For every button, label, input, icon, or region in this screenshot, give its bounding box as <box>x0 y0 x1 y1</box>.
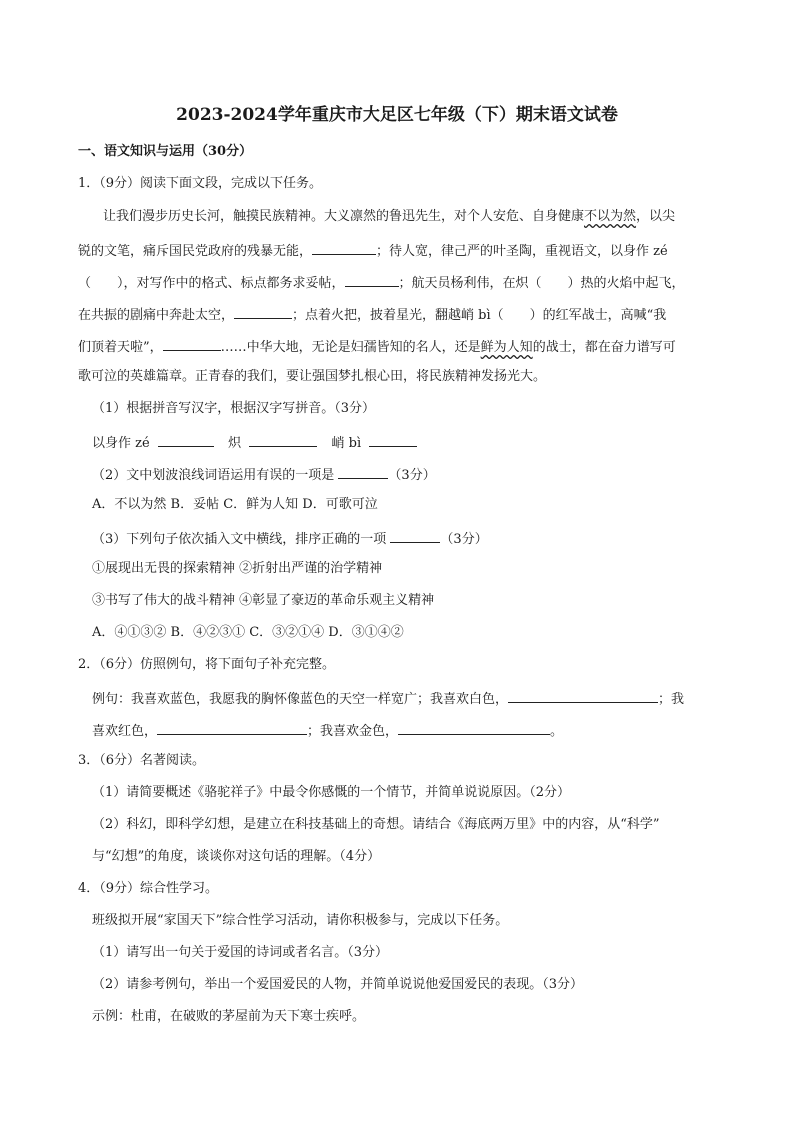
passage-text: 在共振的剧痛中奔赴太空， <box>78 308 235 323</box>
imitation-line-1 <box>92 688 684 709</box>
question-4-heading: 4．（9分）综合性学习。 <box>78 881 219 896</box>
passage-text: ；待人宽，律己严的叶圣陶，重视语文，以身作 zé <box>376 244 668 259</box>
question-3-heading: 3．（6分）名著阅读。 <box>78 753 206 768</box>
subquestion-1-blanks <box>92 432 417 453</box>
blank-prompt: 峭 bì <box>331 436 362 451</box>
question-1-heading: 1．（9分）阅读下面文段，完成以下任务。 <box>78 176 323 191</box>
passage-text: ；航天员杨利伟，在炽（ ）热的火焰中起飞， <box>398 276 685 291</box>
passage-text: （ ），对写作中的格式、标点都务求妥帖， <box>78 276 345 291</box>
blank-line[interactable] <box>345 272 399 287</box>
passage-line-4 <box>78 304 666 325</box>
answer-blank[interactable] <box>508 688 658 703</box>
question-text: （3）下列句子依次插入文中横线，排序正确的一项 <box>92 532 387 547</box>
blank-line[interactable] <box>163 336 221 351</box>
passage-text: 的战士，都在奋力谱写可 <box>532 340 676 355</box>
score-text: （3分） <box>440 532 488 547</box>
blank-prompt: 炽 <box>228 436 242 451</box>
question-3-sub-1: （1）请简要概述《骆驼祥子》中最令你感慨的一个情节，并简单说说原因。（2分） <box>92 785 571 800</box>
passage-text: ……中华大地，无论是妇孺皆知的名人，还是 <box>220 340 481 355</box>
example-text: ；我 <box>658 692 685 707</box>
question-4-sub-2: （2）请参考例句，举出一个爱国爱民的人物，并简单说说他爱国爱民的表现。（3分） <box>92 977 584 992</box>
question-2-heading: 2．（6分）仿照例句，将下面句子补充完整。 <box>78 657 336 672</box>
passage-text: 让我们漫步历史长河，触摸民族精神。大义凛然的鲁迅先生，对个人安危、自身健康 <box>103 209 585 224</box>
answer-blank[interactable] <box>390 528 440 543</box>
question-3-sub-2: （2）科幻，即科学幻想，是建立在科技基础上的奇想。请结合《海底两万里》中的内容，从“科学” <box>92 817 660 832</box>
subquestion-1: （1）根据拼音写汉字，根据汉字写拼音。（3分） <box>92 401 376 416</box>
answer-blank[interactable] <box>157 720 307 735</box>
sentence-options-line-1: ①展现出无畏的探索精神 ②折射出严谨的治学精神 <box>92 561 383 576</box>
question-4-intro: 班级拟开展“家国天下”综合性学习活动，请你积极参与，完成以下任务。 <box>92 913 509 928</box>
passage-text: 们顶着天啦”， <box>78 340 163 355</box>
sentence-options-line-2: ③书写了伟大的战斗精神 ④彰显了豪迈的革命乐观主义精神 <box>92 593 435 608</box>
question-4-example: 示例：杜甫，在破败的茅屋前为天下寒士疾呼。 <box>92 1009 366 1024</box>
passage-line-1 <box>103 208 675 226</box>
wavy-word: 鲜为人知 <box>480 340 533 355</box>
question-4-sub-1: （1）请写出一句关于爱国的诗词或者名言。（3分） <box>92 945 389 960</box>
question-text: （2）文中划波浪线词语运用有误的一项是 <box>92 468 335 483</box>
answer-blank[interactable] <box>369 432 417 447</box>
example-text: ；我喜欢金色， <box>307 724 399 739</box>
question-3-sub-2-cont: 与“幻想”的角度，谈谈你对这句话的理解。（4分） <box>92 849 381 864</box>
answer-blank[interactable] <box>398 720 550 735</box>
answer-blank[interactable] <box>338 464 388 479</box>
example-text: 喜欢红色， <box>92 724 158 739</box>
passage-text: ；点着火把，披着星光，翻越峭 bì（ ）的红军战士，高喊“我 <box>292 308 667 323</box>
passage-text: 锐的文笔，痛斥国民党政府的残暴无能， <box>78 244 313 259</box>
score-text: （3分） <box>388 468 436 483</box>
passage-line-3 <box>78 272 685 293</box>
wavy-word: 不以为然 <box>584 209 637 224</box>
answer-blank[interactable] <box>249 432 317 447</box>
imitation-line-2 <box>92 720 563 741</box>
subquestion-3-options: A．④①③② B．④②③① C．③②①④ D．③①④② <box>92 625 404 640</box>
blank-prompt: 以身作 zé <box>92 436 150 451</box>
blank-line[interactable] <box>234 304 292 319</box>
blank-line[interactable] <box>312 240 376 255</box>
passage-line-5 <box>78 336 676 357</box>
subquestion-3 <box>92 528 488 549</box>
passage-line-6: 歌可泣的英雄篇章。正青春的我们，要让强国梦扎根心田，将民族精神发扬光大。 <box>78 369 547 384</box>
subquestion-2 <box>92 464 436 485</box>
passage-line-2 <box>78 240 668 261</box>
subquestion-2-options: A．不以为然 B．妥帖 C．鲜为人知 D．可歌可泣 <box>92 497 378 512</box>
example-text: 例句：我喜欢蓝色，我愿我的胸怀像蓝色的天空一样宽广；我喜欢白色， <box>92 692 509 707</box>
page-title: 2023-2024学年重庆市大足区七年级（下）期末语文试卷 <box>176 105 618 125</box>
example-text: 。 <box>550 724 564 739</box>
section-heading: 一、语文知识与运用（30分） <box>78 144 253 159</box>
passage-text: ，以尖 <box>636 209 676 224</box>
answer-blank[interactable] <box>158 432 214 447</box>
